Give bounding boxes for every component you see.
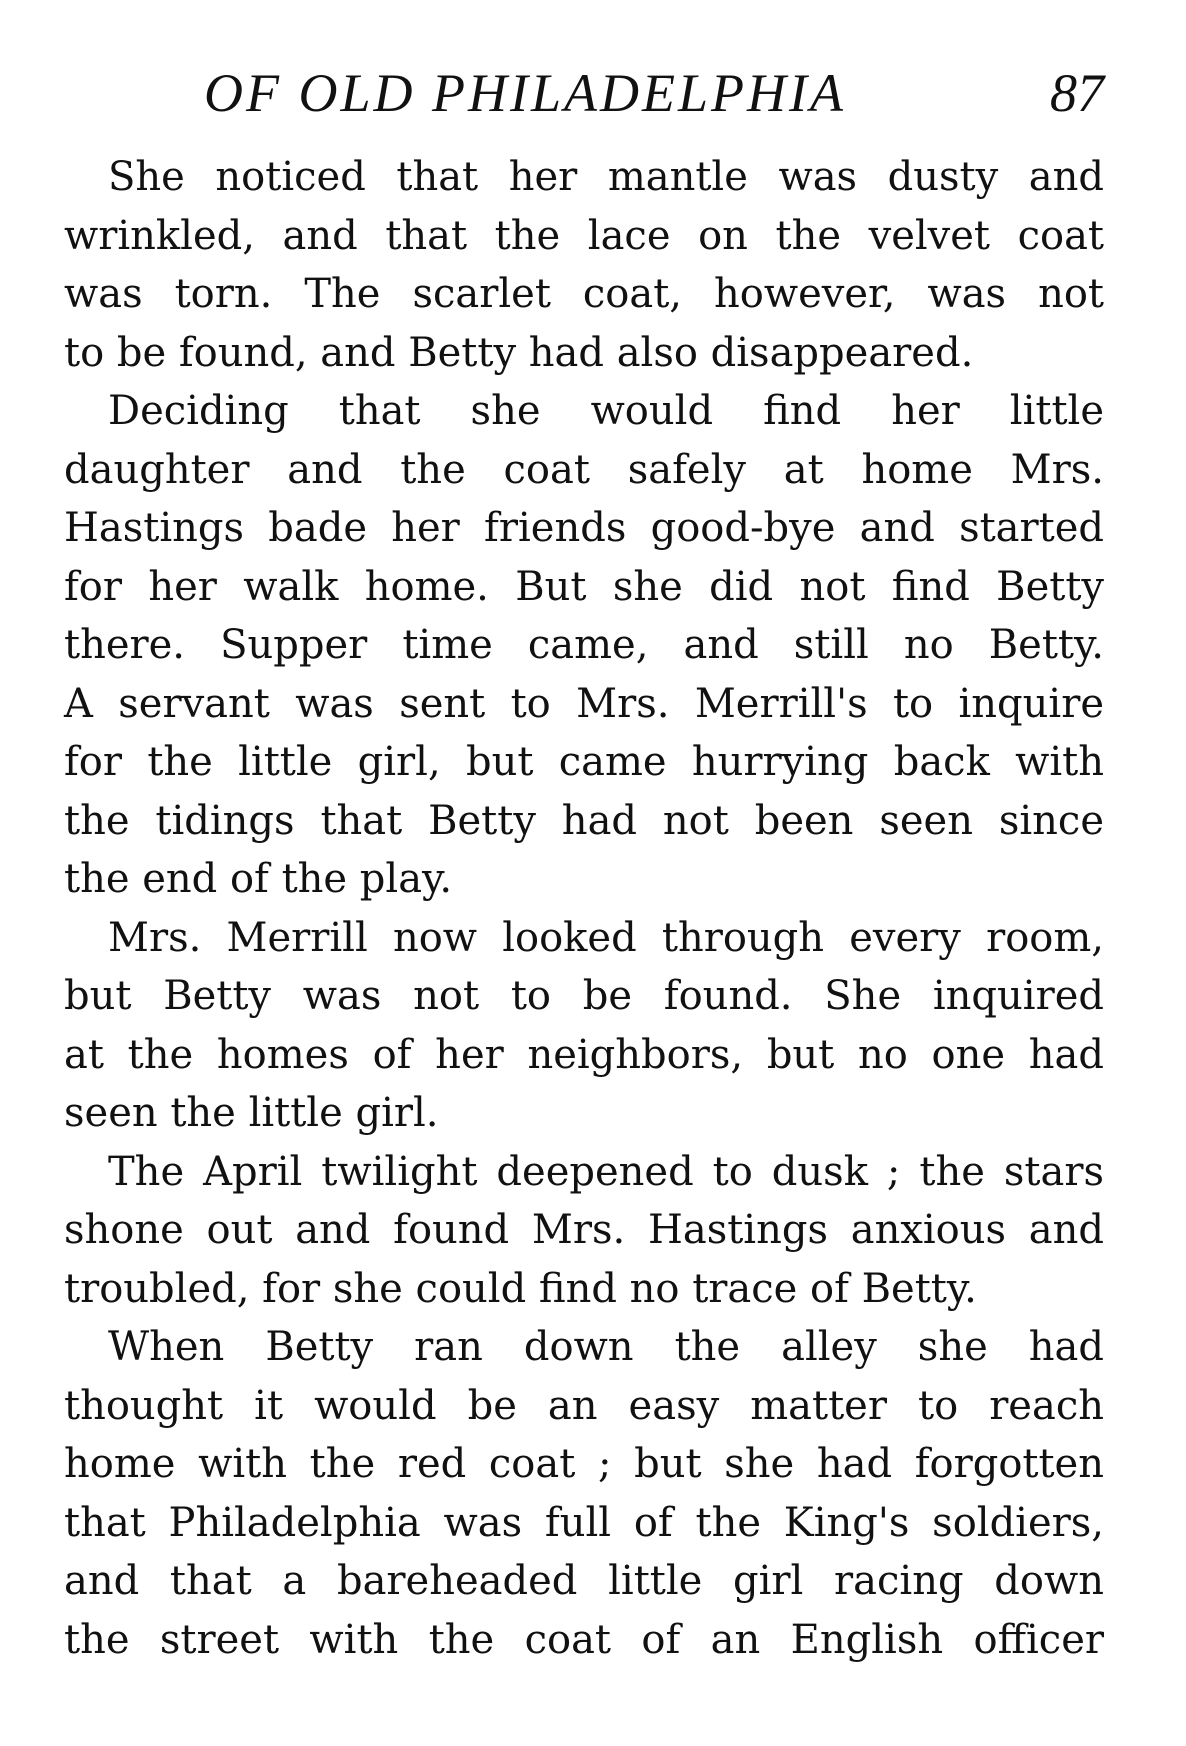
text-line: wrinkled, and that the lace on the velvet coat — [64, 212, 1104, 259]
text-line: shone out and found Mrs. Hastings anxious and — [64, 1207, 1104, 1253]
text-line: the street with the coat of an English officer — [64, 1616, 1104, 1663]
text-line: the end of the play. — [64, 856, 453, 902]
text-line: The April twilight deepened to dusk ; the stars — [108, 1148, 1104, 1195]
text-line: at the homes of her neighbors, but no one had — [64, 1031, 1104, 1078]
text-line: for the little girl, but came hurrying back with — [64, 739, 1104, 785]
text-line: troubled, for she could find no trace of Betty. — [64, 1265, 977, 1312]
page-number: 87 — [1050, 63, 1104, 123]
running-head — [64, 58, 1104, 128]
paragraph — [64, 1318, 1104, 1669]
text-line: the tidings that Betty had not been seen since — [64, 797, 1104, 844]
text-line: daughter and the coat safely at home Mrs. — [64, 446, 1104, 493]
paragraph — [64, 1143, 1104, 1319]
text-line: that Philadelphia was full of the King's soldiers, — [64, 1499, 1104, 1546]
paragraph — [64, 382, 1104, 909]
paragraph — [64, 909, 1104, 1143]
text-line: for her walk home. But she did not find Betty — [64, 563, 1104, 610]
text-line: to be found, and Betty had also disappeared. — [64, 329, 974, 376]
text-line: When Betty ran down the alley she had — [108, 1324, 1104, 1370]
text-line: there. Supper time came, and still no Betty. — [64, 622, 1104, 668]
running-title: OF OLD PHILADELPHIA — [204, 63, 846, 123]
text-line: and that a bareheaded little girl racing down — [64, 1558, 1104, 1604]
text-line: thought it would be an easy matter to reach — [64, 1382, 1104, 1429]
text-line: A servant was sent to Mrs. Merrill's to inquire — [64, 680, 1104, 727]
text-line: Mrs. Merrill now looked through every room, — [108, 914, 1104, 961]
text-line: was torn. The scarlet coat, however, was not — [64, 271, 1104, 317]
body-text — [64, 148, 1104, 1669]
text-line: Hastings bade her friends good-bye and started — [64, 505, 1104, 551]
text-line: home with the red coat ; but she had forgotten — [64, 1441, 1104, 1487]
text-line: seen the little girl. — [64, 1090, 439, 1136]
text-line: She noticed that her mantle was dusty and — [108, 154, 1104, 200]
text-line: but Betty was not to be found. She inquired — [64, 973, 1104, 1019]
paragraph — [64, 148, 1104, 382]
text-line: Deciding that she would find her little — [108, 388, 1104, 434]
